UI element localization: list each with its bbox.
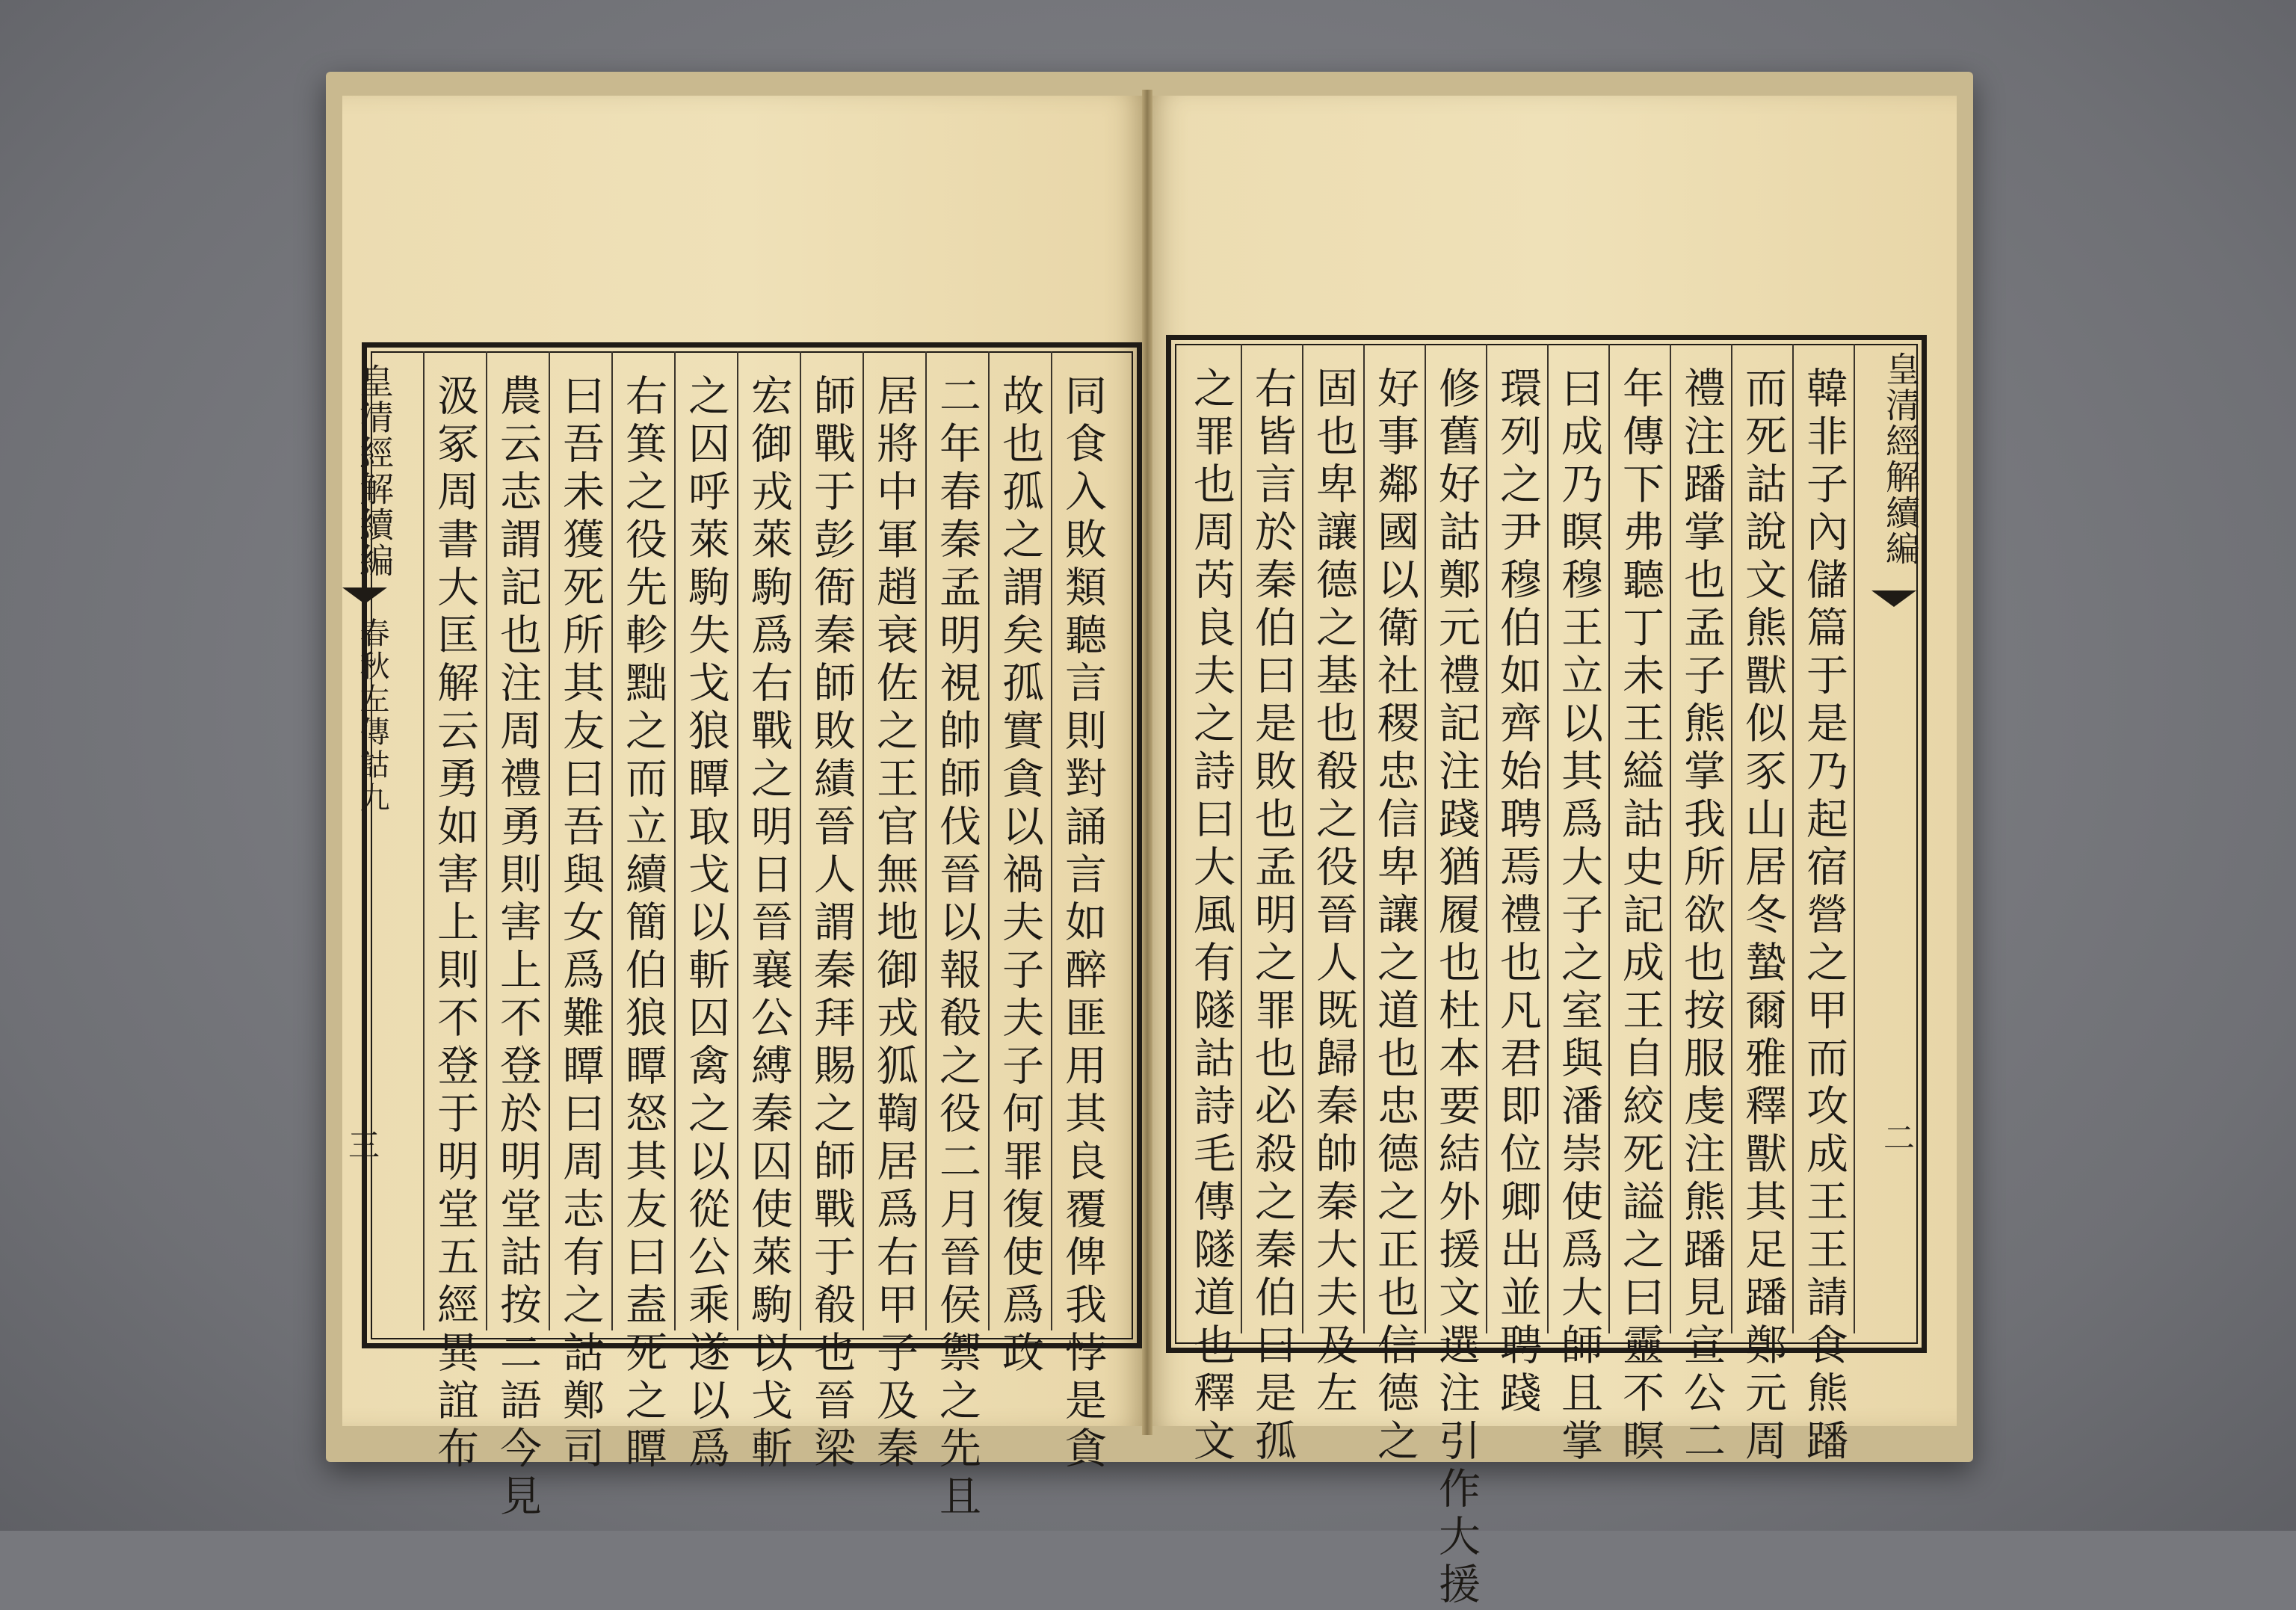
left-column-2: 故也孤之謂矣孤實貪以禍夫子夫子何罪復使爲政: [996, 374, 1044, 1378]
left-column-5: 師戰于彭衙秦師敗績晉人謂秦拜賜之師戰于殽也晉梁: [807, 374, 856, 1474]
left-column-10: 農云志謂記也注周禮勇則害上不登於明堂詁按二語今見: [493, 374, 542, 1522]
column-rule: [1670, 344, 1671, 1333]
right-column-9: 固也卑讓德之基也殽之役晉人既歸秦帥秦大夫及左: [1309, 366, 1358, 1419]
column-rule: [549, 351, 550, 1330]
left-column-4: 居將中軍趙衰佐之王官無地御戎狐鞫居爲右甲子及秦: [870, 374, 919, 1474]
right-column-6: 環列之尹穆伯如齊始聘焉禮也凡君即位卿出並聘踐: [1493, 366, 1542, 1419]
right-column-8: 好事鄰國以衛社稷忠信卑讓之道也忠德之正也信德之: [1371, 366, 1419, 1466]
column-rule: [1425, 344, 1426, 1333]
column-rule: [674, 351, 676, 1330]
left-page-number: 三: [348, 1127, 380, 1164]
column-rule: [925, 351, 927, 1330]
right-column-5: 曰成乃瞑穆王立以其爲大子之室與潘崇使爲大師且掌: [1555, 366, 1603, 1466]
right-page-number: 二: [1883, 1120, 1916, 1156]
column-rule: [1302, 344, 1303, 1333]
column-rule: [1241, 344, 1242, 1333]
left-margin-title: 皇清經解續編: [354, 363, 395, 579]
left-column-8: 右箕之役先軫黜之而立續簡伯狼瞫怒其友曰盍死之瞫: [619, 374, 667, 1474]
column-rule: [1486, 344, 1487, 1333]
left-column-3: 二年春秦孟明視帥師伐晉以報殽之役二月晉侯禦之先且: [933, 374, 981, 1522]
right-column-7: 修舊好詁鄭元禮記注踐猶履也杜本要結外援文選注引作大援: [1432, 366, 1481, 1610]
right-column-10: 右皆言於秦伯曰是敗也孟明之罪也必殺之秦伯曰是孤: [1248, 366, 1297, 1466]
left-column-6: 宏御戎萊駒爲右戰之明日晉襄公縛秦囚使萊駒以戈斬: [744, 374, 793, 1474]
right-column-4: 年傳下弗聽丁未王縊詁史記成王自絞死謚之曰靈不瞑: [1616, 366, 1664, 1466]
left-column-11: 汲冢周書大匡解云勇如害上則不登于明堂五經異誼布: [430, 374, 479, 1474]
column-rule: [1792, 344, 1794, 1333]
column-rule: [1608, 344, 1610, 1333]
column-rule: [1854, 344, 1855, 1333]
left-column-1: 同食入敗類聽言則對誦言如醉匪用其良覆俾我悖是貪: [1058, 374, 1107, 1474]
column-rule: [486, 351, 487, 1330]
right-column-1: 韓非子內儲篇于是乃起宿營之甲而攻成王王請食熊蹯: [1800, 366, 1848, 1466]
column-rule: [1363, 344, 1365, 1333]
column-rule: [988, 351, 990, 1330]
column-rule: [737, 351, 738, 1330]
left-column-9: 曰吾未獲死所其友曰吾與女爲難瞫曰周志有之詁鄭司: [556, 374, 605, 1474]
column-rule: [611, 351, 613, 1330]
left-column-7: 之囚呼萊駒失戈狼瞫取戈以斬囚禽之以從公乘遂以爲: [682, 374, 730, 1474]
column-rule: [423, 351, 425, 1330]
left-fishtail-mark: [342, 587, 387, 604]
right-column-2: 而死詁說文熊獸似豕山居冬蟄爾雅釋獸其足蹯鄭元周: [1738, 366, 1787, 1466]
right-margin-title: 皇清經解續編: [1880, 351, 1921, 567]
right-column-3: 禮注蹯掌也孟子熊掌我所欲也按服虔注熊蹯見宣公二: [1677, 366, 1726, 1466]
left-margin-subtitle: 春秋左傳詁九: [355, 617, 389, 815]
column-rule: [1731, 344, 1732, 1333]
column-rule: [1547, 344, 1549, 1333]
column-rule: [1051, 351, 1052, 1330]
column-rule: [800, 351, 801, 1330]
book-gutter: [1142, 90, 1152, 1435]
right-column-11: 之罪也周芮良夫之詩曰大風有隧詁詩毛傳隧道也釋文: [1187, 366, 1235, 1466]
right-fishtail-mark: [1871, 590, 1916, 607]
column-rule: [862, 351, 864, 1330]
